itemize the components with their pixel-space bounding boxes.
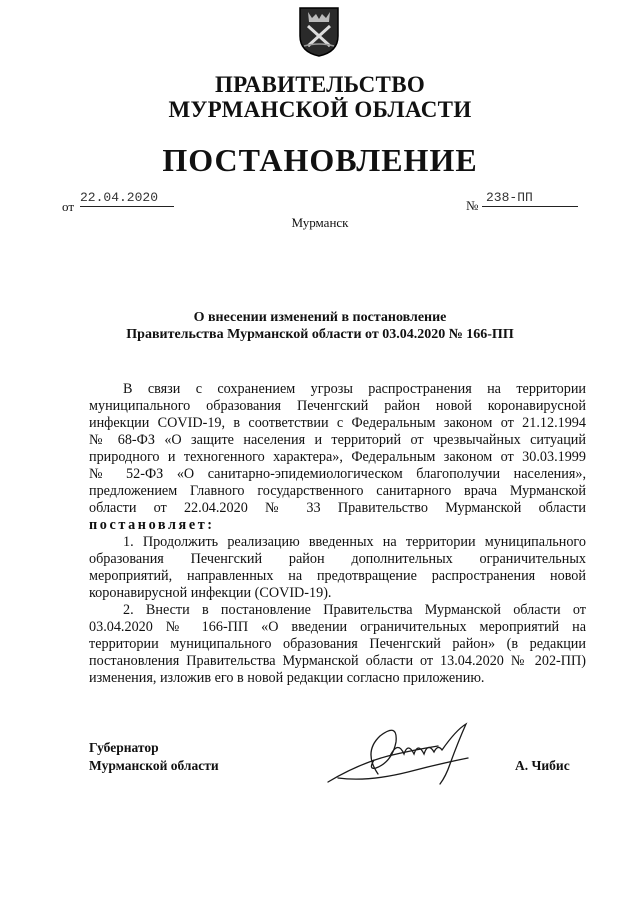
resolves-word: постановляет: xyxy=(89,517,215,533)
body-line: 2. Внести в постановление Правительства Мурманской области от xyxy=(123,602,586,618)
signer-title-line2: Мурманской области xyxy=(89,758,219,773)
body-line: мероприятий, направленных на предотвращение распространения новой xyxy=(89,568,586,584)
signer-title-line1: Губернатор xyxy=(89,740,159,755)
body-line: территории муниципального образования Печенгский район» (в редакции xyxy=(89,636,586,652)
number-prefix-label: № xyxy=(466,198,479,213)
handwritten-signature-icon xyxy=(318,712,478,794)
date-prefix-label: от xyxy=(62,199,75,214)
body-line: предложением Главного государственного санитарного врача Мурманской xyxy=(89,483,586,499)
body-line: В связи с сохранением угрозы распространения на территории xyxy=(123,381,586,397)
document-title-line2: Правительства Мурманской области от 03.04.2020 № 166-ПП xyxy=(126,327,514,342)
body-line: 03.04.2020 № 166-ПП «О введении ограничительных мероприятий на xyxy=(89,619,586,635)
coat-of-arms-icon xyxy=(298,6,340,58)
body-line: природного и техногенного характера», Федеральным законом от 30.03.1999 xyxy=(89,449,586,465)
body-line: постановления Правительства Мурманской области от 13.04.2020 № 202-ПП) xyxy=(89,653,586,669)
body-line: образования Печенгский район дополнительных ограничительных xyxy=(89,551,586,567)
body-line: муниципального образования Печенгский район новой коронавирусной xyxy=(89,398,586,414)
document-title-line1: О внесении изменений в постановление xyxy=(193,310,447,325)
body-line: изменения, изложив его в новой редакции согласно приложению. xyxy=(89,670,485,686)
body-line: инфекции COVID-19, в соответствии с Федеральным законом от 21.12.1994 xyxy=(89,415,586,431)
signer-name: А. Чибис xyxy=(515,758,570,773)
body-line: области от 22.04.2020 № 33 Правительство Мурманской области xyxy=(89,500,586,516)
body-line: № 52-ФЗ «О санитарно-эпидемиологическом благополучии населения», xyxy=(89,466,586,482)
org-name-line1: ПРАВИТЕЛЬСТВО xyxy=(214,72,426,97)
document-city: Мурманск xyxy=(291,215,349,230)
body-line: коронавирусной инфекции (COVID-19). xyxy=(89,585,332,601)
document-number: 238-ПП xyxy=(482,190,578,207)
org-name-line2: МУРМАНСКОЙ ОБЛАСТИ xyxy=(168,97,472,122)
document-type: ПОСТАНОВЛЕНИЕ xyxy=(162,142,478,178)
body-line: 1. Продолжить реализацию введенных на территории муниципального xyxy=(123,534,586,550)
document-date: 22.04.2020 xyxy=(80,190,174,207)
body-line: № 68-ФЗ «О защите населения и территорий от чрезвычайных ситуаций xyxy=(89,432,586,448)
